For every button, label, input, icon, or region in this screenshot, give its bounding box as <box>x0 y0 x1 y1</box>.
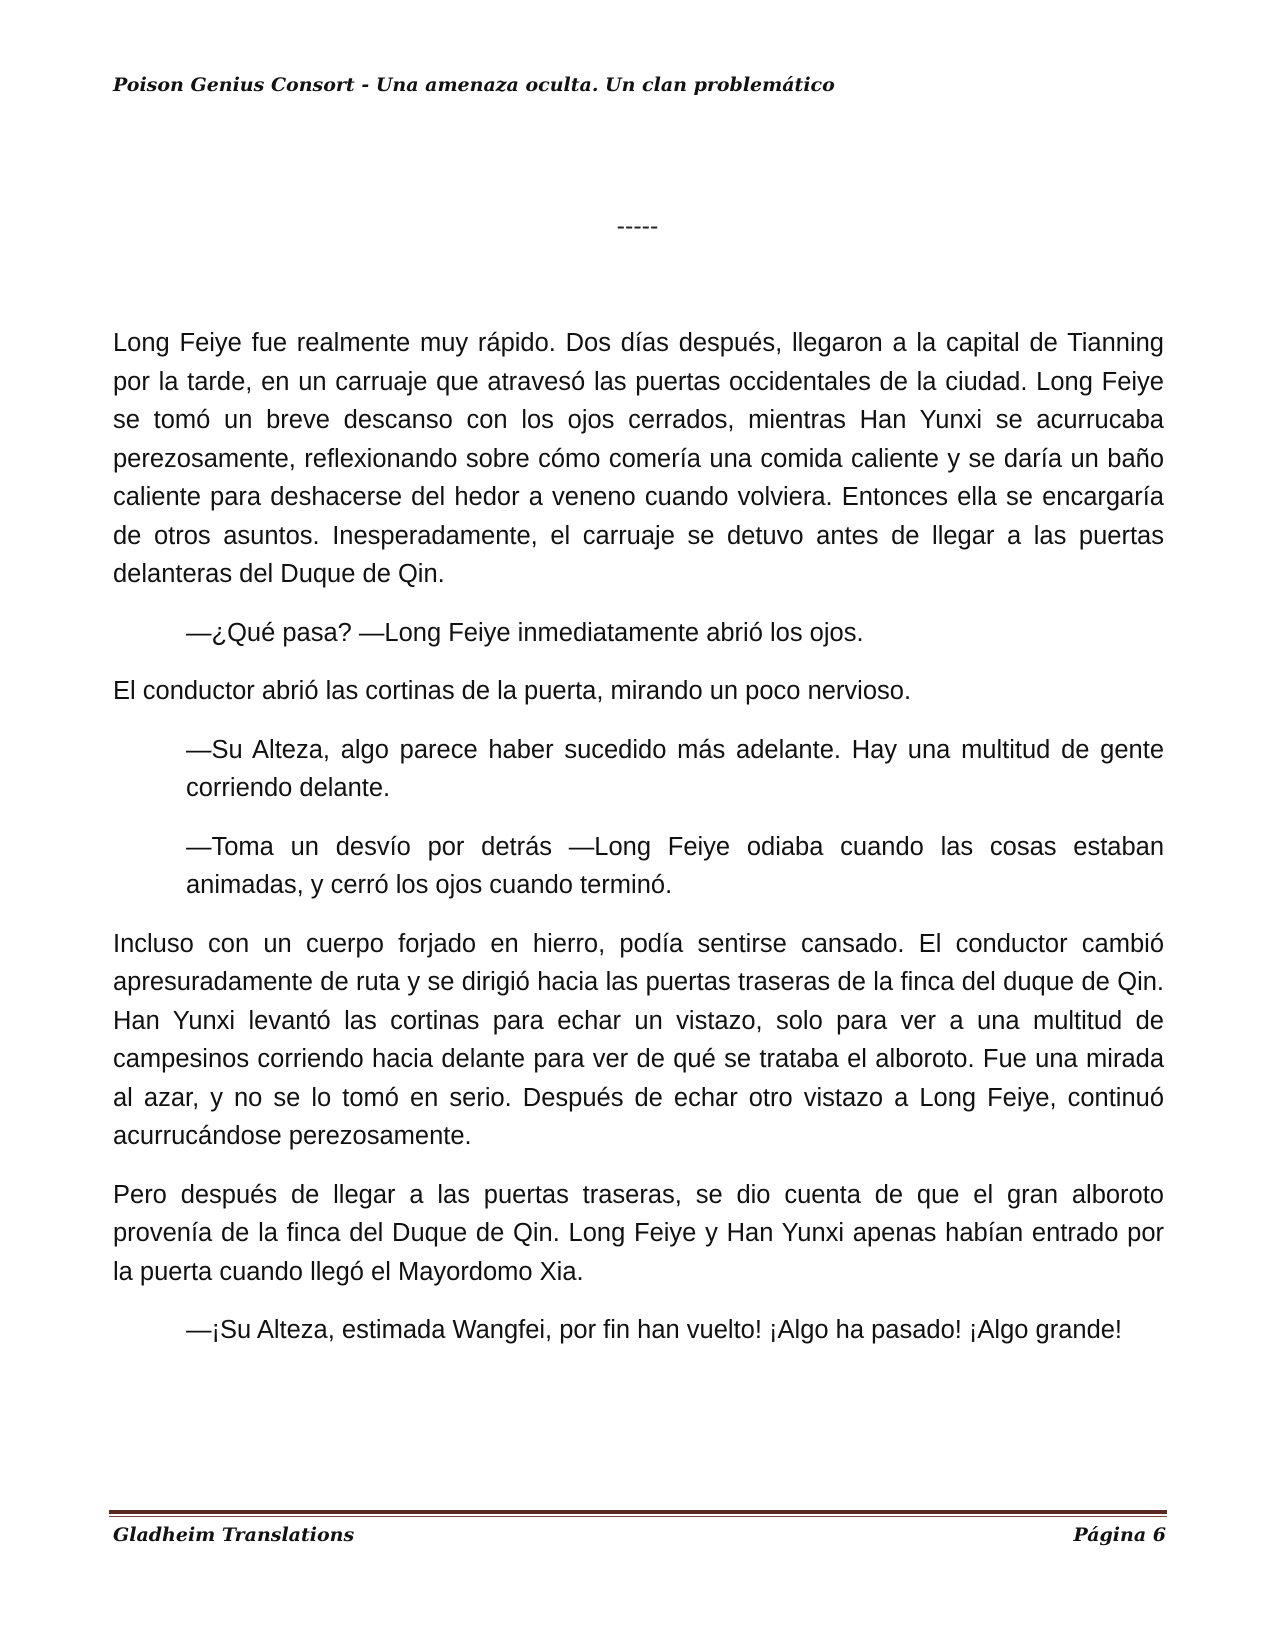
dialogue-2: —Su Alteza, algo parece haber sucedido más adelante. Hay una multitud de gente corriendo delante. <box>186 735 1164 802</box>
paragraph-3: Incluso con un cuerpo forjado en hierro, podía sentirse cansado. El conductor cambió apresuradamente de ruta y se dirigió hacia las puertas traseras de la finca del duque de Qin. Han Yunxi levantó las cortinas para echar un vistazo, solo para ver a una multitud de campesinos corriendo hacia delante para ver de qué se trataba el alboroto. Fue una mirada al azar, y no se lo tomó en serio. Después de echar otro vistazo a Long Feiye, continuó acurrucándose perezosamente. <box>113 929 1164 1150</box>
footer-page-number: Página 6 <box>1073 1524 1166 1546</box>
paragraph-4: Pero después de llegar a las puertas traseras, se dio cuenta de que el gran alboroto provenía de la finca del Duque de Qin. Long Feiye y Han Yunxi apenas habían entrado por la puerta cuando llegó el Mayordomo Xia. <box>113 1180 1164 1286</box>
dialogue-1: —¿Qué pasa? —Long Feiye inmediatamente abrió los ojos. <box>186 618 864 647</box>
footer-translator: Gladheim Translations <box>113 1524 355 1546</box>
dialogue-3: —Toma un desvío por detrás —Long Feiye odiaba cuando las cosas estaban animadas, y cerró los ojos cuando terminó. <box>186 832 1164 899</box>
footer-rule-thin <box>109 1516 1167 1517</box>
paragraph-1: Long Feiye fue realmente muy rápido. Dos días después, llegaron a la capital de Tianning por la tarde, en un carruaje que atravesó las puertas occidentales de la ciudad. Long Feiye se tomó un breve descanso con los ojos cerrados, mientras Han Yunxi se acurrucaba perezosamente, reflexionando sobre cómo comería una comida caliente y se daría un baño caliente para deshacerse del hedor a veneno cuando volviera. Entonces ella se encargaría de otros asuntos. Inesperadamente, el carruaje se detuvo antes de llegar a las puertas delanteras del Duque de Qin. <box>113 329 1164 588</box>
section-separator: ----- <box>616 212 659 240</box>
paragraph-2: El conductor abrió las cortinas de la puerta, mirando un poco nervioso. <box>113 677 912 705</box>
footer-rule-thick <box>109 1510 1167 1514</box>
body-text <box>113 324 1164 1370</box>
running-header: Poison Genius Consort - Una amenaza oculta. Un clan problemático <box>113 74 835 96</box>
dialogue-4: —¡Su Alteza, estimada Wangfei, por fin han vuelto! ¡Algo ha pasado! ¡Algo grande! <box>186 1316 1123 1344</box>
